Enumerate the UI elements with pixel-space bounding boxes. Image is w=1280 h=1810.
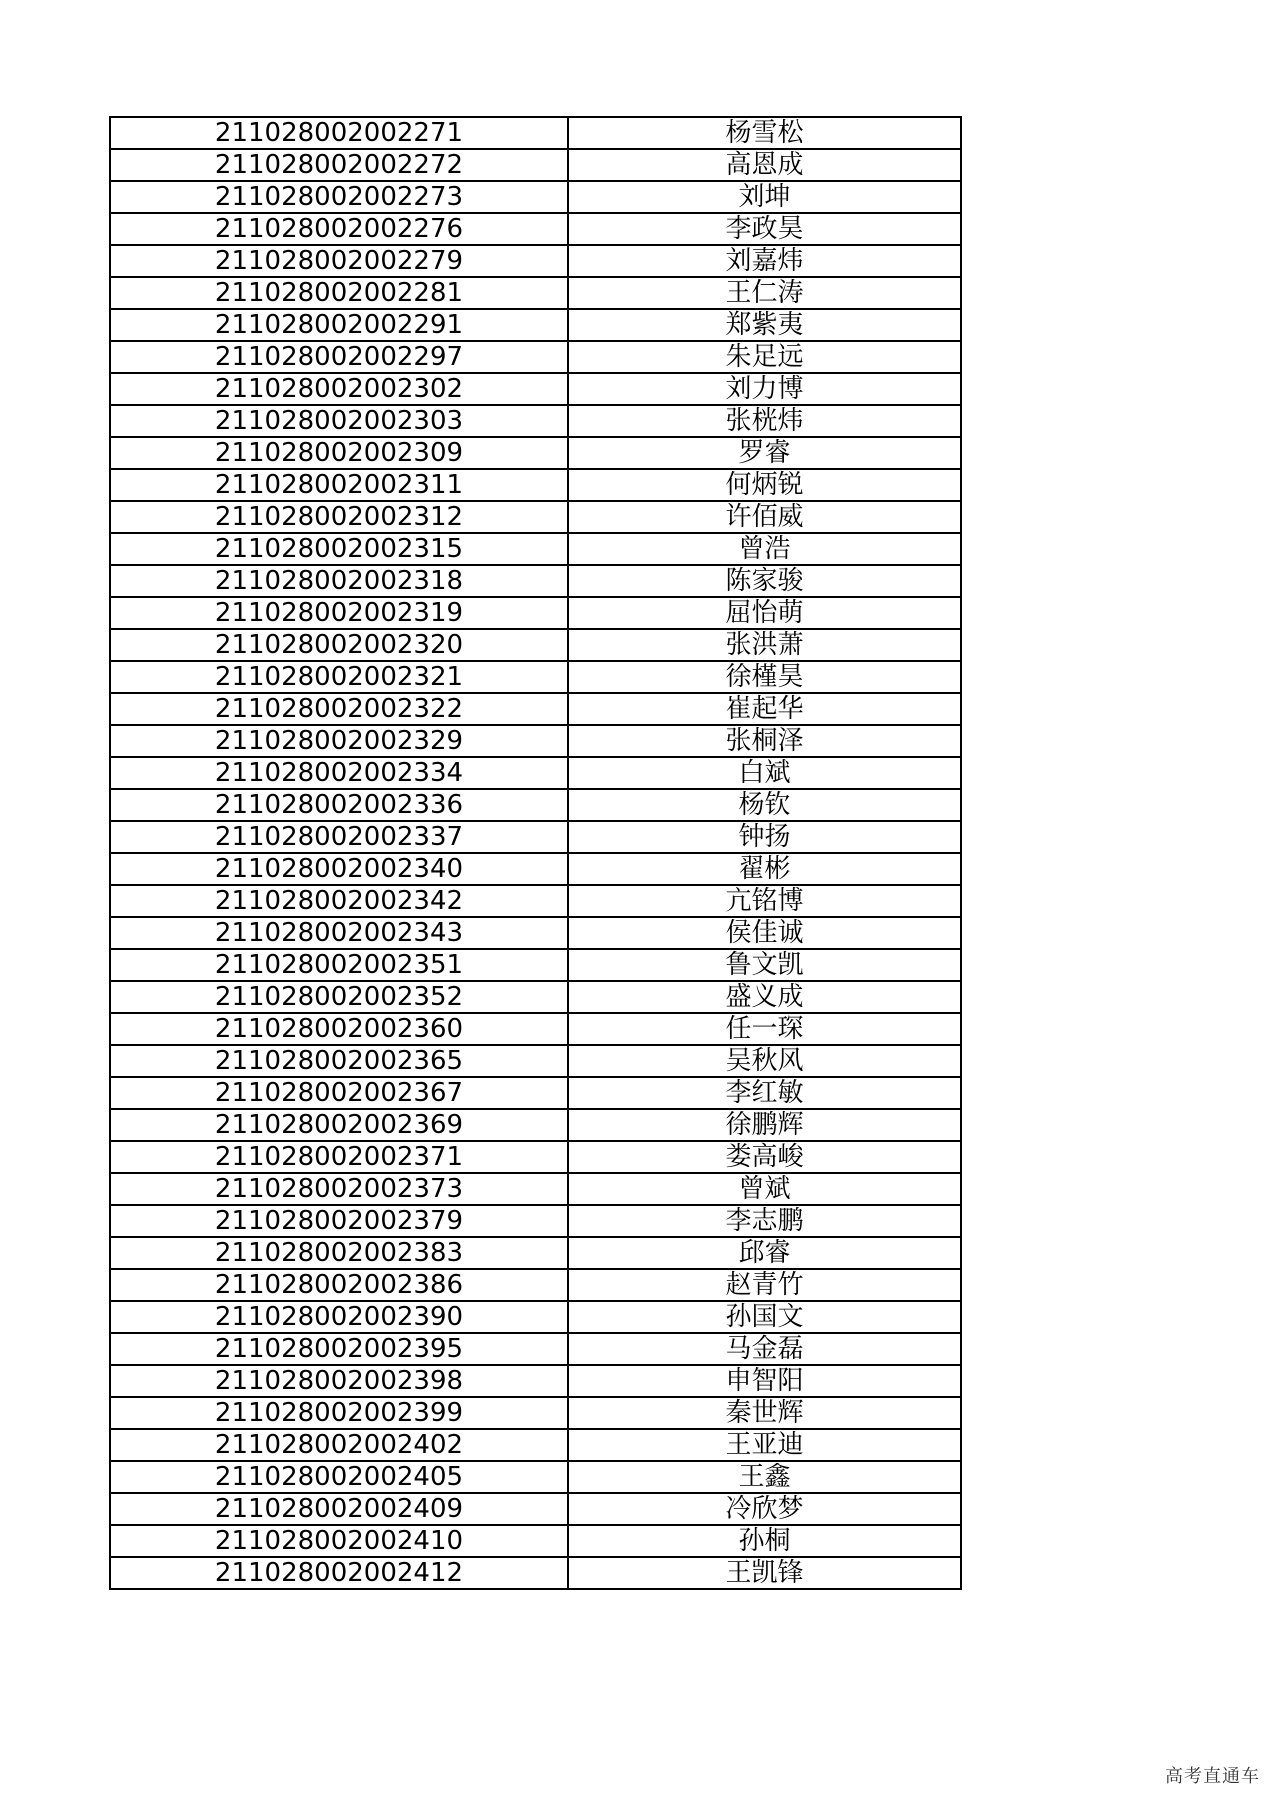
table-row (110, 949, 961, 981)
watermark-text: 高考直通车 (1165, 1766, 1260, 1787)
candidate-id-cell: 211028002002410 (110, 1525, 568, 1557)
table-body (110, 117, 961, 1589)
candidate-id-cell: 211028002002395 (110, 1333, 568, 1365)
candidate-id-cell: 211028002002373 (110, 1173, 568, 1205)
table-row (110, 341, 961, 373)
candidate-id-cell: 211028002002329 (110, 725, 568, 757)
candidate-name-cell: 亢铭博 (568, 885, 961, 917)
candidate-name-cell: 徐槿昊 (568, 661, 961, 693)
candidate-name-cell: 钟扬 (568, 821, 961, 853)
candidate-name-cell: 孙国文 (568, 1301, 961, 1333)
table-row (110, 277, 961, 309)
candidate-id-cell: 211028002002371 (110, 1141, 568, 1173)
candidate-name-cell: 秦世辉 (568, 1397, 961, 1429)
table-row (110, 821, 961, 853)
candidate-id-cell: 211028002002279 (110, 245, 568, 277)
candidate-id-cell: 211028002002383 (110, 1237, 568, 1269)
candidate-id-cell: 211028002002334 (110, 757, 568, 789)
candidate-name-cell: 刘坤 (568, 181, 961, 213)
table-row (110, 1429, 961, 1461)
candidate-name-cell: 翟彬 (568, 853, 961, 885)
candidate-name-cell: 王亚迪 (568, 1429, 961, 1461)
candidate-id-cell: 211028002002365 (110, 1045, 568, 1077)
table-row (110, 1301, 961, 1333)
candidate-name-cell: 鲁文凯 (568, 949, 961, 981)
candidate-name-cell: 申智阳 (568, 1365, 961, 1397)
candidate-id-cell: 211028002002320 (110, 629, 568, 661)
table-row (110, 117, 961, 149)
table-row (110, 1077, 961, 1109)
candidate-name-cell: 郑紫夷 (568, 309, 961, 341)
table-row (110, 501, 961, 533)
candidate-name-cell: 曾浩 (568, 533, 961, 565)
candidate-name-cell: 白斌 (568, 757, 961, 789)
table-row (110, 405, 961, 437)
table-row (110, 1493, 961, 1525)
candidate-name-cell: 李志鹏 (568, 1205, 961, 1237)
candidate-name-cell: 盛义成 (568, 981, 961, 1013)
table-row (110, 629, 961, 661)
table-row (110, 213, 961, 245)
candidate-id-cell: 211028002002273 (110, 181, 568, 213)
candidate-name-cell: 王仁涛 (568, 277, 961, 309)
candidate-id-cell: 211028002002312 (110, 501, 568, 533)
table-row (110, 309, 961, 341)
table-row (110, 757, 961, 789)
candidate-id-cell: 211028002002369 (110, 1109, 568, 1141)
candidate-id-cell: 211028002002351 (110, 949, 568, 981)
candidate-id-cell: 211028002002291 (110, 309, 568, 341)
table-row (110, 1237, 961, 1269)
candidate-id-cell: 211028002002336 (110, 789, 568, 821)
candidate-id-cell: 211028002002271 (110, 117, 568, 149)
table-row (110, 1205, 961, 1237)
candidate-id-cell: 211028002002409 (110, 1493, 568, 1525)
candidate-name-cell: 任一琛 (568, 1013, 961, 1045)
table-row (110, 469, 961, 501)
candidate-id-cell: 211028002002276 (110, 213, 568, 245)
candidate-id-cell: 211028002002390 (110, 1301, 568, 1333)
candidate-name-cell: 李红敏 (568, 1077, 961, 1109)
candidate-name-cell: 张洪萧 (568, 629, 961, 661)
candidate-name-cell: 邱睿 (568, 1237, 961, 1269)
table-row (110, 885, 961, 917)
candidate-id-cell: 211028002002322 (110, 693, 568, 725)
candidate-name-cell: 李政昊 (568, 213, 961, 245)
candidate-id-cell: 211028002002398 (110, 1365, 568, 1397)
candidate-name-cell: 刘力博 (568, 373, 961, 405)
candidate-id-cell: 211028002002309 (110, 437, 568, 469)
candidate-id-cell: 211028002002379 (110, 1205, 568, 1237)
candidate-id-cell: 211028002002367 (110, 1077, 568, 1109)
candidate-id-cell: 211028002002303 (110, 405, 568, 437)
table-row (110, 917, 961, 949)
candidate-name-cell: 屈怡萌 (568, 597, 961, 629)
table-row (110, 1141, 961, 1173)
table-row (110, 1397, 961, 1429)
table-row (110, 1045, 961, 1077)
candidate-name-cell: 许佰威 (568, 501, 961, 533)
table-row (110, 373, 961, 405)
candidate-id-cell: 211028002002272 (110, 149, 568, 181)
candidate-id-cell: 211028002002360 (110, 1013, 568, 1045)
candidate-name-cell: 吴秋风 (568, 1045, 961, 1077)
table-row (110, 1365, 961, 1397)
candidate-name-cell: 赵青竹 (568, 1269, 961, 1301)
admission-list-table (109, 116, 962, 1590)
candidate-id-cell: 211028002002311 (110, 469, 568, 501)
candidate-name-cell: 王凯锋 (568, 1557, 961, 1589)
candidate-name-cell: 张桐泽 (568, 725, 961, 757)
candidate-name-cell: 高恩成 (568, 149, 961, 181)
table-row (110, 565, 961, 597)
table-row (110, 661, 961, 693)
table-row (110, 1173, 961, 1205)
table-row (110, 981, 961, 1013)
table-row (110, 1461, 961, 1493)
candidate-name-cell: 冷欣梦 (568, 1493, 961, 1525)
table-row (110, 149, 961, 181)
candidate-name-cell: 何炳锐 (568, 469, 961, 501)
candidate-name-cell: 王鑫 (568, 1461, 961, 1493)
table-row (110, 1013, 961, 1045)
table-row (110, 1333, 961, 1365)
candidate-name-cell: 杨雪松 (568, 117, 961, 149)
candidate-id-cell: 211028002002340 (110, 853, 568, 885)
table-row (110, 181, 961, 213)
candidate-name-cell: 马金磊 (568, 1333, 961, 1365)
candidate-name-cell: 崔起华 (568, 693, 961, 725)
candidate-name-cell: 朱足远 (568, 341, 961, 373)
candidate-name-cell: 张桄炜 (568, 405, 961, 437)
table-row (110, 789, 961, 821)
candidate-id-cell: 211028002002281 (110, 277, 568, 309)
candidate-id-cell: 211028002002321 (110, 661, 568, 693)
table-row (110, 1109, 961, 1141)
candidate-id-cell: 211028002002343 (110, 917, 568, 949)
candidate-id-cell: 211028002002315 (110, 533, 568, 565)
candidate-id-cell: 211028002002352 (110, 981, 568, 1013)
candidate-id-cell: 211028002002402 (110, 1429, 568, 1461)
table-row (110, 1269, 961, 1301)
candidate-id-cell: 211028002002342 (110, 885, 568, 917)
table-row (110, 533, 961, 565)
table-row (110, 245, 961, 277)
candidate-id-cell: 211028002002337 (110, 821, 568, 853)
candidate-name-cell: 罗睿 (568, 437, 961, 469)
table-row (110, 1525, 961, 1557)
candidate-id-cell: 211028002002412 (110, 1557, 568, 1589)
candidate-id-cell: 211028002002318 (110, 565, 568, 597)
candidate-name-cell: 侯佳诚 (568, 917, 961, 949)
candidate-id-cell: 211028002002399 (110, 1397, 568, 1429)
candidate-id-cell: 211028002002319 (110, 597, 568, 629)
candidate-id-cell: 211028002002302 (110, 373, 568, 405)
table-row (110, 1557, 961, 1589)
table-row (110, 693, 961, 725)
table-row (110, 437, 961, 469)
candidate-name-cell: 陈家骏 (568, 565, 961, 597)
candidate-name-cell: 刘嘉炜 (568, 245, 961, 277)
candidate-id-cell: 211028002002297 (110, 341, 568, 373)
candidate-id-cell: 211028002002405 (110, 1461, 568, 1493)
candidate-name-cell: 娄高峻 (568, 1141, 961, 1173)
candidate-id-cell: 211028002002386 (110, 1269, 568, 1301)
candidate-name-cell: 杨钦 (568, 789, 961, 821)
table-row (110, 597, 961, 629)
table-row (110, 853, 961, 885)
candidate-name-cell: 曾斌 (568, 1173, 961, 1205)
candidate-name-cell: 孙桐 (568, 1525, 961, 1557)
candidate-name-cell: 徐鹏辉 (568, 1109, 961, 1141)
table-row (110, 725, 961, 757)
